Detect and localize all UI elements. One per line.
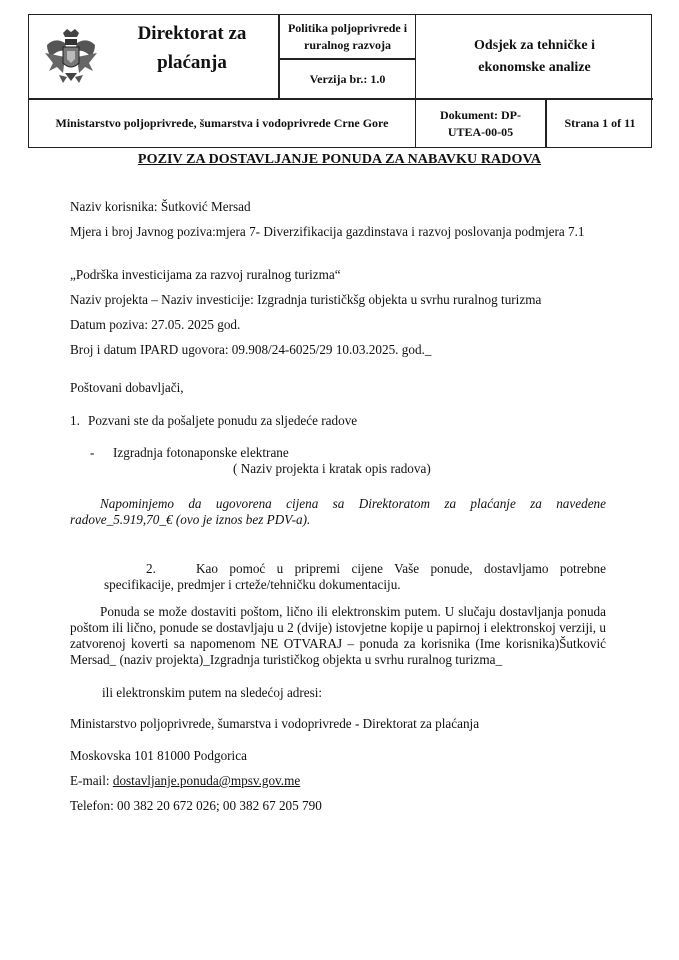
coat-of-arms-icon: [41, 27, 101, 87]
electronic-address-intro: ili elektronskim putem na sledećoj adresi:: [102, 685, 323, 700]
support-title: „Podrška investicijama za razvoj ruralnog turizma“: [70, 267, 341, 282]
header-page-number: Strana 1 of 11: [546, 99, 653, 147]
postal-address: Moskovska 101 81000 Podgorica: [70, 748, 247, 763]
item-1-text: Pozvani ste da pošaljete ponudu za sljedeće radove: [88, 413, 358, 428]
item-1-number: 1.: [70, 413, 80, 428]
price-note: Napominjemo da ugovorena cijena sa Direktoratom za plaćanje za navedene radove_5.919,70_€ (ovo je iznos bez PDV-a).: [70, 496, 606, 527]
item-2-number: 2.: [146, 561, 156, 576]
work-caption: ( Naziv projekta i kratak opis radova): [233, 461, 431, 476]
header-ministry: [29, 99, 416, 147]
header-document-code: [416, 99, 546, 147]
call-date: Datum poziva: 27.05. 2025 god.: [70, 317, 241, 332]
user-name: Naziv korisnika: Šutković Mersad: [70, 199, 251, 214]
header-version: Verzija br.: 1.0: [279, 59, 416, 99]
phone-numbers: Telefon: 00 382 20 672 026; 00 382 67 205 790: [70, 798, 322, 813]
email-line: [70, 773, 300, 789]
email-label: E-mail:: [70, 773, 113, 788]
bullet-dash: -: [90, 445, 95, 460]
document-title: POZIV ZA DOSTAVLJANJE PONUDA ZA NABAVKU RADOVA: [137, 152, 542, 167]
header-department: [416, 15, 653, 99]
institution-name: Ministarstvo poljoprivrede, šumarstva i vodoprivrede - Direktorat za plaćanja: [70, 716, 480, 731]
ipard-contract: Broj i datum IPARD ugovora: 09.908/24-6025/29 10.03.2025. god._: [70, 342, 432, 357]
header-document-text: Dokument: DP-UTEA-00-05: [440, 108, 521, 139]
header-ministry-text: Ministarstvo poljoprivrede, šumarstva i vodoprivrede Crne Gore: [55, 116, 389, 131]
header-organization: Direktorat za plaćanja: [137, 23, 247, 74]
header-policy: Politika poljoprivrede i ruralnog razvoja: [279, 15, 416, 59]
project-name: Naziv projekta – Naziv investicije: Izgradnja turističkšg objekta u svrhu ruralnog turizma: [70, 292, 542, 307]
document-header: [28, 14, 652, 148]
header-department-text: Odsjek za tehničke i ekonomske analize: [474, 37, 595, 75]
work-description: Izgradnja fotonaponske elektrane: [113, 445, 289, 460]
greeting: Poštovani dobavljači,: [70, 380, 184, 395]
header-logo-cell: [29, 15, 279, 99]
item-2-text: Kao pomoć u pripremi cijene Vaše ponude, dostavljamo potrebne specifikacije, predmjer i crteže/tehničku dokumentaciju.: [104, 561, 606, 592]
email-link[interactable]: dostavljanje.ponuda@mpsv.gov.me: [112, 773, 301, 788]
public-call-measure: Mjera i broj Javnog poziva:mjera 7- Diverzifikacija gazdinstava i razvoj poslovanja podmjera 7.1: [70, 224, 585, 239]
submission-instructions: Ponuda se može dostaviti poštom, lično ili elektronskim putem. U slučaju dostavljanja ponuda poštom ili lično, ponude se dostavljaju u 2 (dvije) istovjetne kopije u papirnoj i elektronskoj verziji, u zatvorenoj koverti sa napomenom NE OTVARAJ – ponuda za korisnika (Ime korisnika)Šutković Mersad_ (naziv projekta)_Izgradnja turističkog objekta u svrhu ruralnog turizma_: [70, 604, 606, 667]
